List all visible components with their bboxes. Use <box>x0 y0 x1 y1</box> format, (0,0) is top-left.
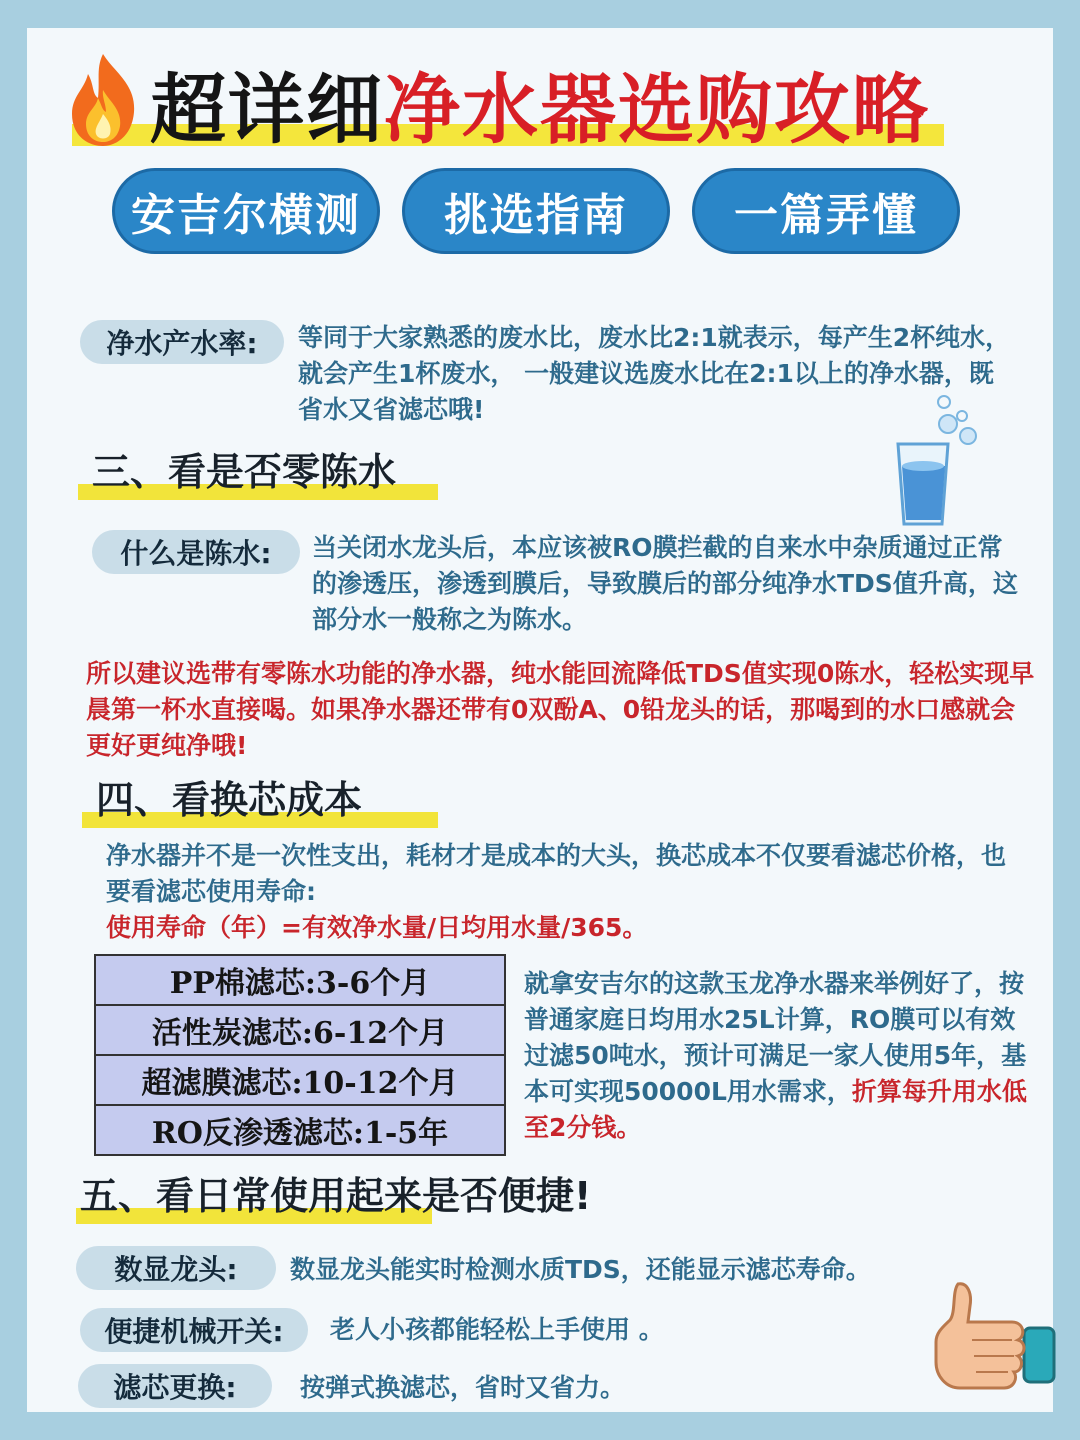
filter-ro: RO反渗透滤芯:1-5年 <box>95 1105 505 1155</box>
filter-uf: 超滤膜滤芯:10-12个月 <box>95 1055 505 1105</box>
stale-water-text: 当关闭水龙头后，本应该被RO膜拦截的自来水中杂质通过正常的渗透压，渗透到膜后，导致膜后的部分纯净水TDS值升高，这部分水一般称之为陈水。 <box>312 533 1018 634</box>
section4-heading: 四、看换芯成本 <box>96 778 363 822</box>
yield-text: 等同于大家熟悉的废水比，废水比2:1就表示，每产生2杯纯水，就会产生1杯废水， 一般建议选废水比在2:1以上的净水器，既省水又省滤芯哦! <box>298 323 1011 424</box>
page-title: 超详细净水器选购攻略 <box>150 65 930 154</box>
section3-heading: 三、看是否零陈水 <box>92 450 397 494</box>
cost-text: 净水器并不是一次性支出，耗材才是成本的大头，换芯成本不仅要看滤芯价格，也要看滤芯使用寿命: <box>106 841 1007 906</box>
example-cost-highlight: 折算每升用水低至2分钱。 <box>524 1077 1027 1142</box>
example-text: 就拿安吉尔的这款玉龙净水器来举例好了，按普通家庭日均用水25L计算，RO膜可以有效过滤50吨水，预计可满足一家人使用5年，基本可实现50000L用水需求，折算每升用水低至2分钱。 <box>524 969 1027 1142</box>
pill-tag-guide: 挑选指南 <box>402 168 670 254</box>
zero-stale-advice: 所以建议选带有零陈水功能的净水器，纯水能回流降低TDS值实现0陈水，轻松实现早晨第一杯水直接喝。如果净水器还带有0双酚A、0铅龙头的话，那喝到的水口感就会更好更纯净哦! <box>86 659 1035 760</box>
lifetime-formula: 使用寿命（年）=有效净水量/日均用水量/365。 <box>106 913 648 942</box>
table-row <box>95 1005 505 1055</box>
mechanical-switch-text: 老人小孩都能轻松上手使用 。 <box>330 1315 664 1344</box>
yield-tag: 净水产水率: <box>80 320 284 364</box>
filter-replace-tag: 滤芯更换: <box>78 1364 272 1408</box>
thumbs-up-icon <box>928 1276 1058 1402</box>
fire-icon <box>62 50 144 150</box>
table-row <box>95 1055 505 1105</box>
digital-faucet-text: 数显龙头能实时检测水质TDS，还能显示滤芯寿命。 <box>290 1255 871 1284</box>
pill-tag-understand: 一篇弄懂 <box>692 168 960 254</box>
filter-carbon: 活性炭滤芯:6-12个月 <box>95 1005 505 1055</box>
table-row <box>95 955 505 1005</box>
filter-life-table <box>94 954 506 1156</box>
mechanical-switch-tag: 便捷机械开关: <box>80 1308 308 1352</box>
water-glass-icon <box>888 390 988 530</box>
table-row <box>95 1105 505 1155</box>
section5-heading: 五、看日常使用起来是否便捷! <box>80 1174 592 1218</box>
pill-tag-angel-test: 安吉尔横测 <box>112 168 380 254</box>
filter-pp: PP棉滤芯:3-6个月 <box>95 955 505 1005</box>
filter-replace-text: 按弹式换滤芯，省时又省力。 <box>300 1373 626 1402</box>
digital-faucet-tag: 数显龙头: <box>76 1246 276 1290</box>
stale-water-tag: 什么是陈水: <box>92 530 300 574</box>
